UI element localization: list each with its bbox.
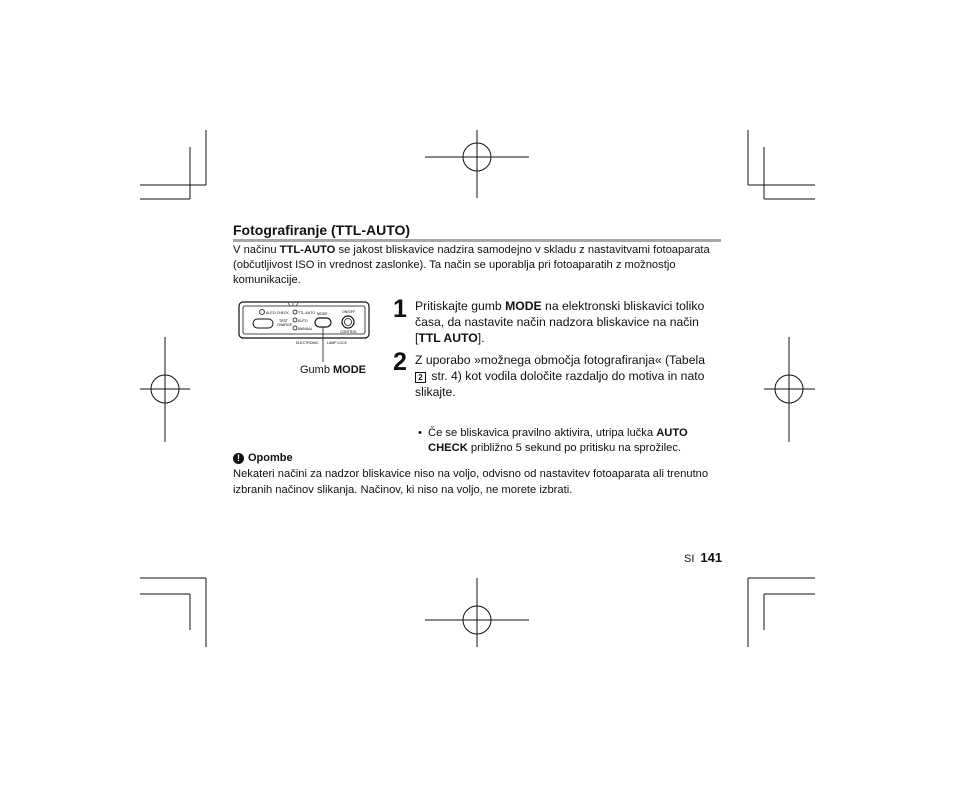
caution-icon: ! — [233, 453, 244, 464]
on-off-label: ON/OFF — [342, 310, 356, 314]
mode-button-caption — [300, 363, 366, 377]
page-number — [684, 551, 722, 566]
step-1-bold: MODE — [505, 299, 542, 313]
control-label: CONTROL — [340, 330, 358, 334]
test-label: TEST — [279, 319, 288, 323]
auto-check-label: AUTO CHECK — [266, 311, 289, 315]
step-1-part: Pritiskajte gumb — [415, 299, 506, 313]
bullet-dot-icon: • — [418, 427, 422, 439]
manual-label: MANUAL — [298, 327, 313, 331]
intro-prefix: V načinu — [233, 244, 280, 256]
caption-bold: MODE — [333, 364, 367, 376]
table-icon: 2 — [415, 372, 426, 383]
step-2-part: Z uporabo »možnega območja fotografiranja« (Tabela — [415, 353, 705, 367]
intro-mode: TTL-AUTO — [279, 244, 336, 256]
step-2-part: str. 4) kot vodila določite razdaljo do motiva in nato slikajte. — [415, 369, 705, 400]
intro-paragraph — [233, 243, 723, 289]
step-2-number: 2 — [393, 348, 407, 376]
bullet-part: približno 5 sekund po pritisku na sprožilec. — [467, 442, 682, 454]
step-1-part: ]. — [477, 331, 485, 346]
note-text: Nekateri načini za nadzor bliskavice niso na voljo, odvisno od nastavitev fotoaparata ali trenutno izbranih načinov slikanja. Načinov, ki niso na voljo, ne morete izbrati. — [233, 468, 709, 496]
auto-label: AUTO — [298, 319, 308, 323]
bullet-bold: AUTO CHECK — [428, 427, 688, 454]
lamp-lock-label: LAMP LOCK — [327, 341, 347, 345]
bullet-part: Če se bliskavica pravilno aktivira, utripa lučka — [428, 427, 657, 439]
mode-label: MODE — [317, 312, 328, 316]
note-heading — [233, 451, 293, 465]
step-1-part: na elektronski bliskavici toliko časa, da nastavite način nadzora bliskavice na način [ — [415, 299, 705, 346]
section-title: Fotografiranje (TTL-AUTO) — [233, 221, 721, 242]
caption-prefix: Gumb — [300, 364, 334, 376]
page-number-value: 141 — [700, 550, 723, 565]
note-heading-text: Opombe — [248, 452, 293, 464]
charge-label: CHARGE — [277, 323, 292, 327]
step-1-number: 1 — [393, 295, 407, 323]
electronic-label: ELECTRONIC — [296, 341, 319, 345]
step-1-text — [415, 298, 725, 347]
ttl-auto-label: TTL-AUTO — [298, 311, 316, 315]
step-2-bullet — [418, 426, 708, 456]
step-2-text — [415, 352, 725, 401]
language-code: SI — [684, 553, 695, 565]
intro-suffix: se jakost bliskavice nadzira samodejno v skladu z nastavitvami fotoaparata (občutljivost ISO in vrednost zaslonke). Ta način se uporablja pri fotoaparatih z možnostjo komunikacije. — [233, 244, 710, 287]
step-1-bold: TTL AUTO — [418, 331, 478, 346]
